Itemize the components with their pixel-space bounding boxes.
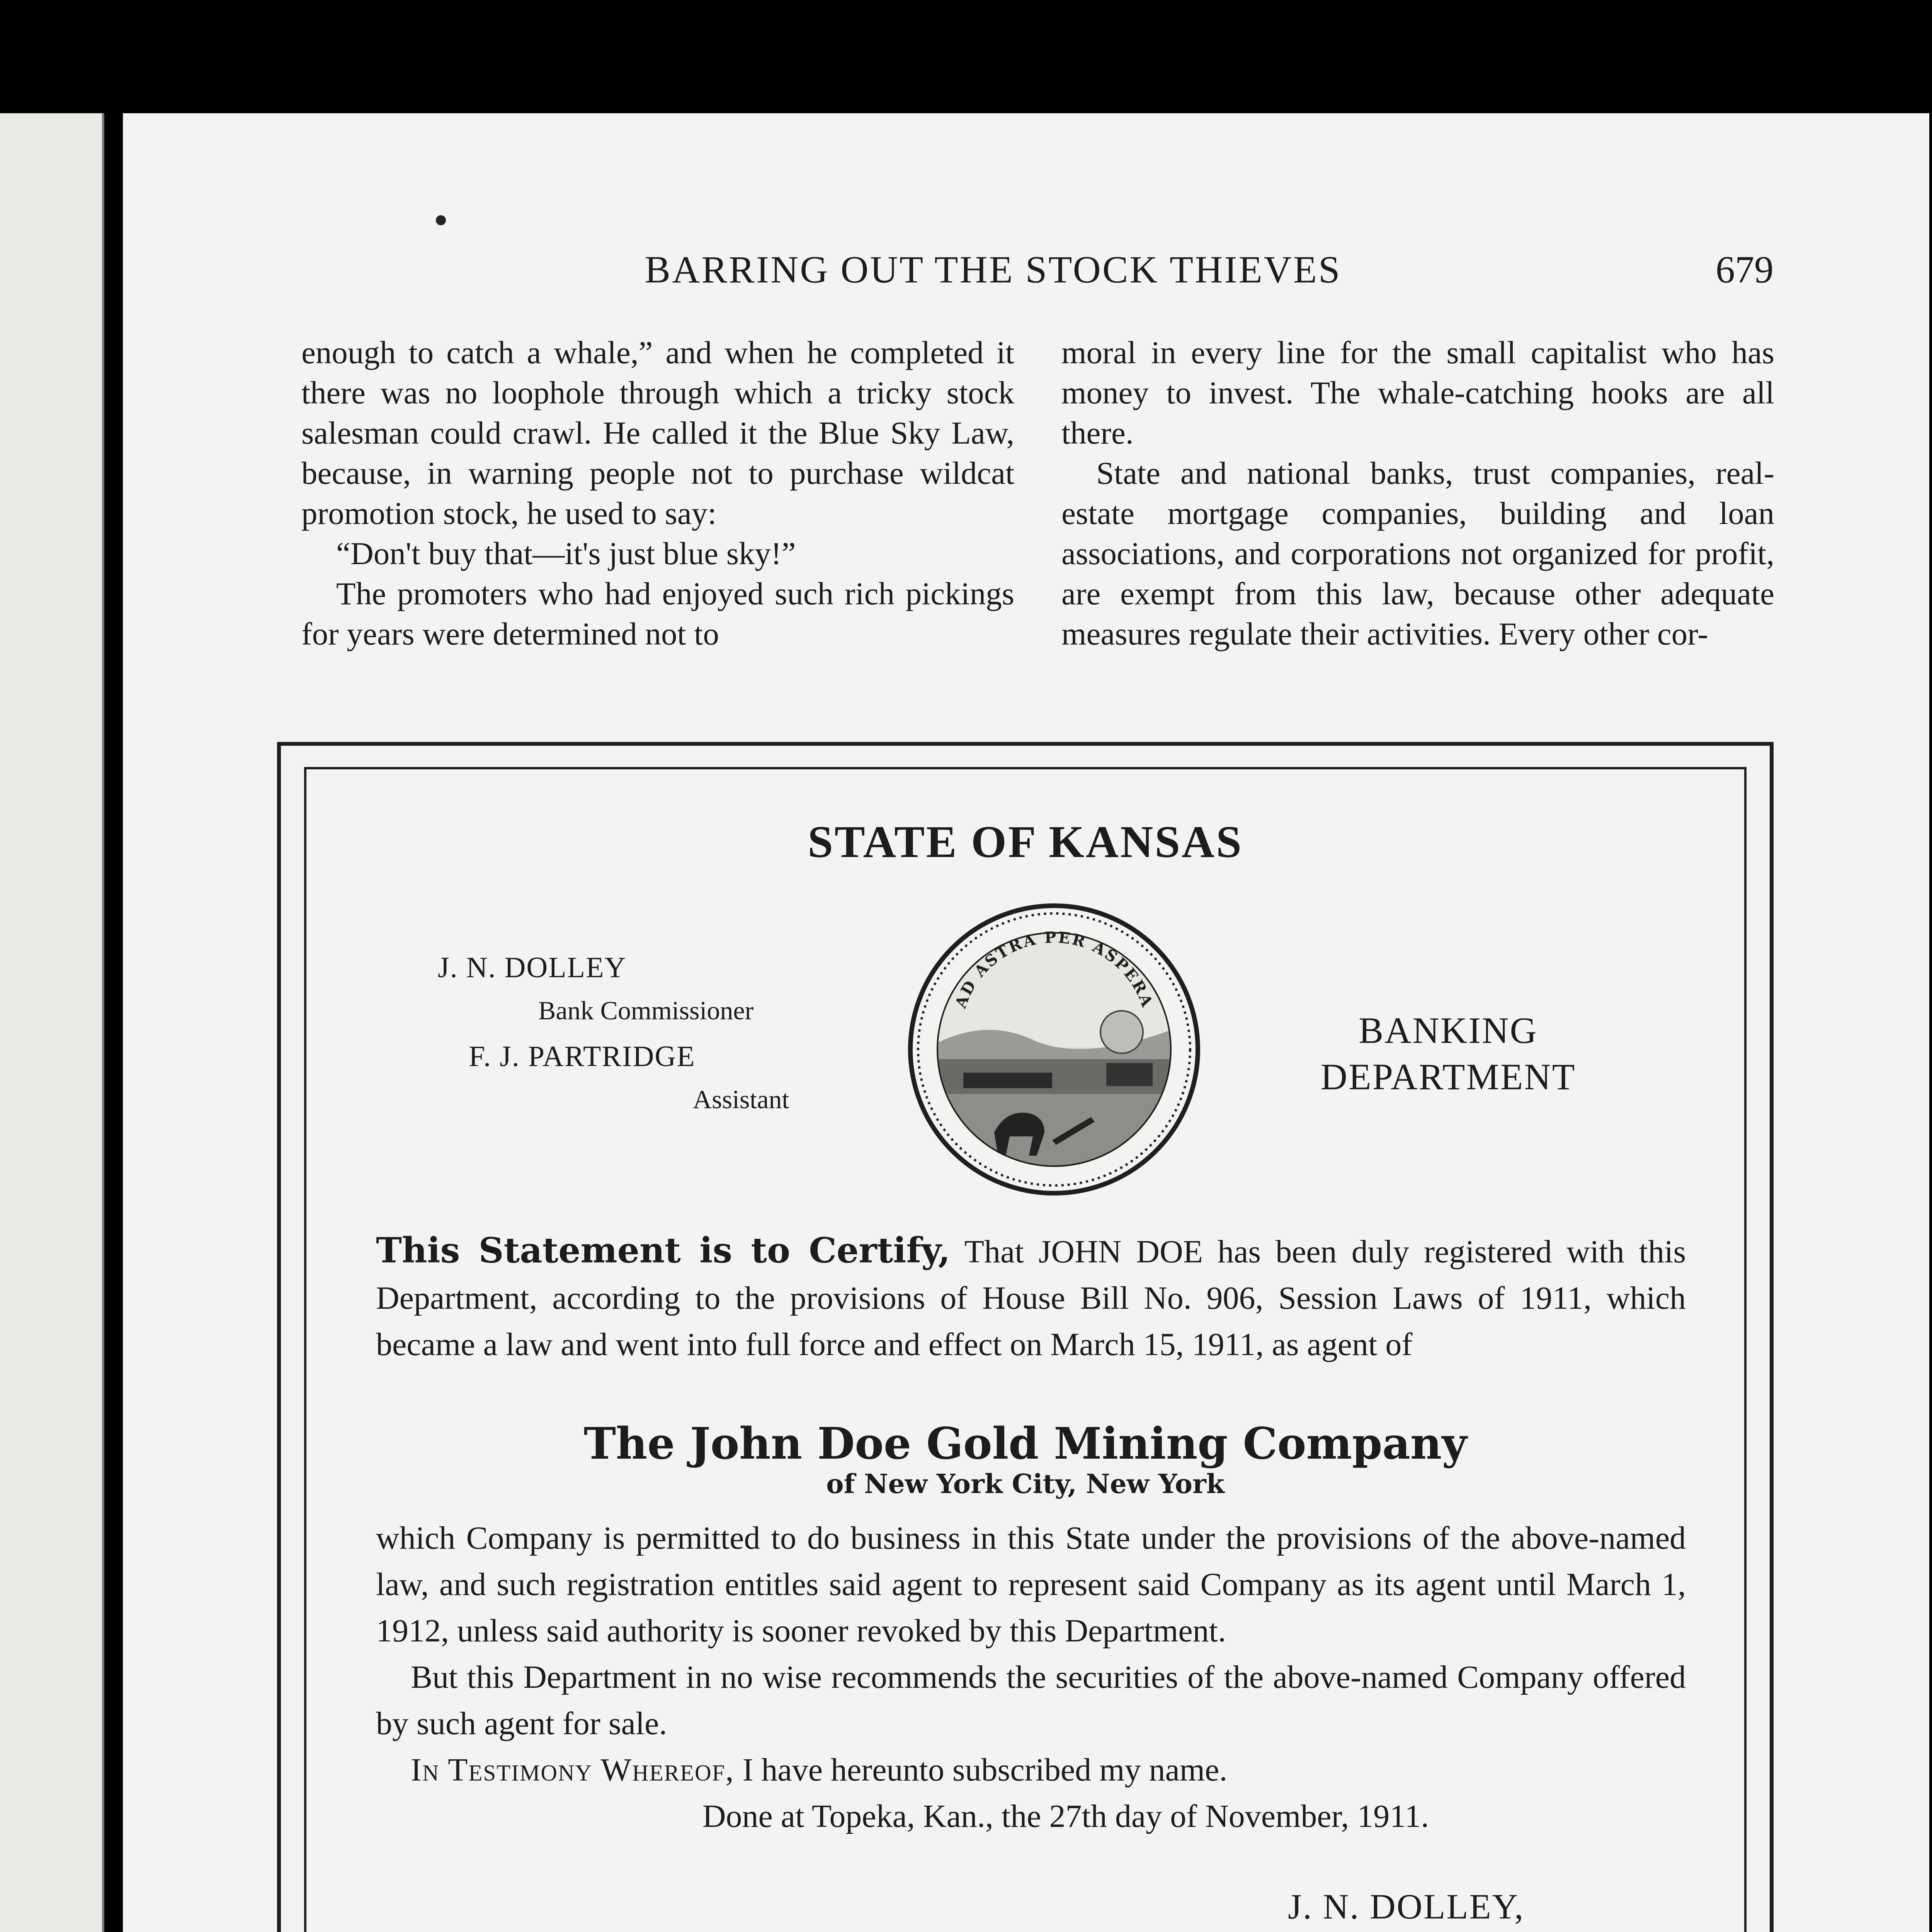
disclaimer-paragraph: But this Department in no wise recommends the securities of the above-named Company offered by such agent for sale. — [376, 1659, 1686, 1742]
license-inner-frame — [304, 767, 1747, 1932]
svg-text:AD ASTRA PER ASPERA: AD ASTRA PER ASPERA — [951, 928, 1157, 1011]
paragraph: The promoters who had enjoyed such rich pickings for years were determined not to — [301, 576, 1014, 651]
officer-1-title: Bank Commissioner — [538, 996, 754, 1025]
signature-name: J. N. DOLLEY, — [1288, 1887, 1525, 1926]
testimony-lead: In Testimony Whereof, — [411, 1752, 735, 1788]
officer-2-name: F. J. PARTRIDGE — [469, 1040, 696, 1073]
company-name: The John Doe Gold Mining Company — [583, 1418, 1467, 1469]
department-line-1: BANKING — [1359, 1010, 1538, 1051]
department-line-2: DEPARTMENT — [1320, 1056, 1576, 1097]
officer-2-title: Assistant — [693, 1085, 789, 1114]
kansas-seal-icon — [905, 901, 1203, 1198]
certify-lead: This Statement is to Certify, — [376, 1230, 951, 1271]
company-location: of New York City, New York — [826, 1469, 1225, 1500]
testimony-text: I have hereunto subscribed my name. — [742, 1752, 1228, 1788]
running-head: BARRING OUT THE STOCK THIEVES — [645, 248, 1342, 291]
certify-text: That JOHN DOE has been duly registered with this Department, according to the provisions of House Bill No. 906, Session Laws of 1911, which became a law and went into full force and effect on March 15, 1911, as agent of — [376, 1234, 1686, 1362]
paragraph: enough to catch a whale,” and when he completed it there was no loophole through which a tricky stock salesman could crawl. He called it the Blue Sky Law, because, in warning people not to purchase wildcat promotion stock, he used to say: — [301, 335, 1014, 531]
certify-paragraph — [376, 1227, 1686, 1368]
column-top-right — [1061, 332, 1774, 654]
testimony-paragraph — [376, 1747, 1686, 1793]
officer-1-name: J. N. DOLLEY — [438, 951, 627, 984]
page-number: 679 — [1716, 248, 1774, 291]
ink-speck — [436, 215, 446, 225]
license-body — [376, 1515, 1686, 1840]
license-title: STATE OF KANSAS — [808, 816, 1243, 867]
permission-paragraph: which Company is permitted to do business in this State under the provisions of the above-named law, and such registration entitles said agent to represent said Company as its agent until March 1, 1912, unless said authority is sooner revoked by this Department. — [376, 1520, 1686, 1649]
paragraph: moral in every line for the small capitalist who has money to invest. The whale-catching hooks are all there. — [1061, 335, 1774, 451]
done-line: Done at Topeka, Kan., the 27th day of November, 1911. — [702, 1798, 1429, 1834]
paragraph: State and national banks, trust companies, real-estate mortgage companies, building and loan associations, and corporations not organized for profit, are exempt from this law, because other adequate measures regulate their activities. Every other cor- — [1061, 455, 1774, 651]
column-top-left — [301, 332, 1014, 654]
previous-page-edge — [0, 113, 104, 1932]
license-certificate — [277, 742, 1774, 1932]
paragraph: “Don't buy that—it's just blue sky!” — [336, 536, 796, 571]
